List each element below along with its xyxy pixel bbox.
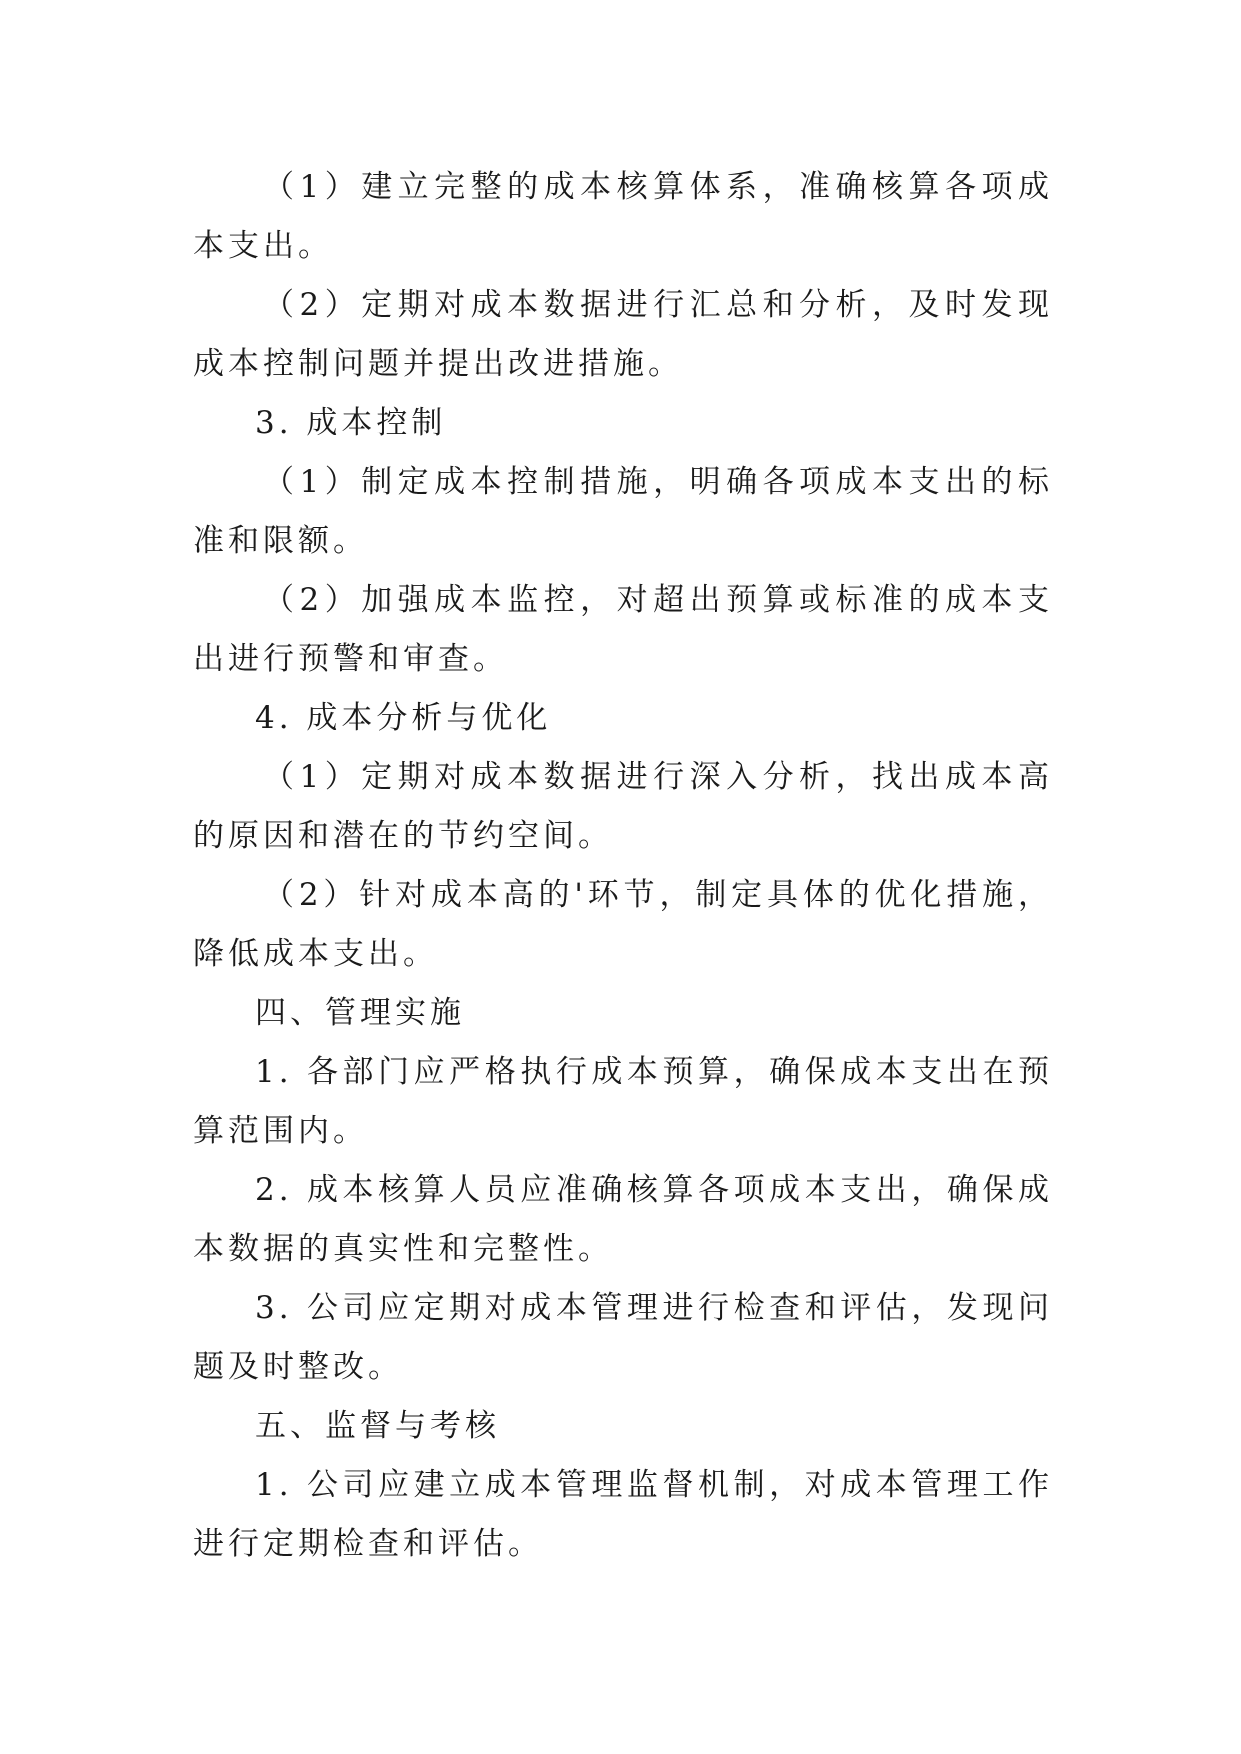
- paragraph-department-budget: 1. 各部门应严格执行成本预算，确保成本支出在预算范围内。: [193, 1054, 1053, 1149]
- paragraph-cost-monitoring: （2）加强成本监控，对超出预算或标准的成本支出进行预警和审查。: [193, 582, 1053, 677]
- paragraph-supervision-mechanism: 1. 公司应建立成本管理监督机制，对成本管理工作进行定期检查和评估。: [193, 1467, 1053, 1562]
- heading-cost-analysis-optimization: 4. 成本分析与优化: [255, 700, 552, 736]
- paragraph-optimization-measures: （2）针对成本高的'环节，制定具体的优化措施，降低成本支出。: [193, 877, 1053, 972]
- paragraph-control-measures: （1）制定成本控制措施，明确各项成本支出的标准和限额。: [193, 464, 1053, 559]
- paragraph-accounting-staff: 2. 成本核算人员应准确核算各项成本支出，确保成本数据的真实性和完整性。: [193, 1172, 1053, 1267]
- heading-cost-control: 3. 成本控制: [255, 405, 447, 441]
- document-page: [193, 158, 1053, 1574]
- paragraph-cost-accounting-system: （1）建立完整的成本核算体系，准确核算各项成本支出。: [193, 169, 1053, 264]
- paragraph-cost-data-analysis: （2）定期对成本数据进行汇总和分析，及时发现成本控制问题并提出改进措施。: [193, 287, 1053, 382]
- heading-supervision-assessment: 五、监督与考核: [255, 1408, 500, 1444]
- paragraph-company-inspection: 3. 公司应定期对成本管理进行检查和评估，发现问题及时整改。: [193, 1290, 1053, 1385]
- heading-management-implementation: 四、管理实施: [255, 995, 465, 1031]
- paragraph-deep-analysis: （1）定期对成本数据进行深入分析，找出成本高的原因和潜在的节约空间。: [193, 759, 1053, 854]
